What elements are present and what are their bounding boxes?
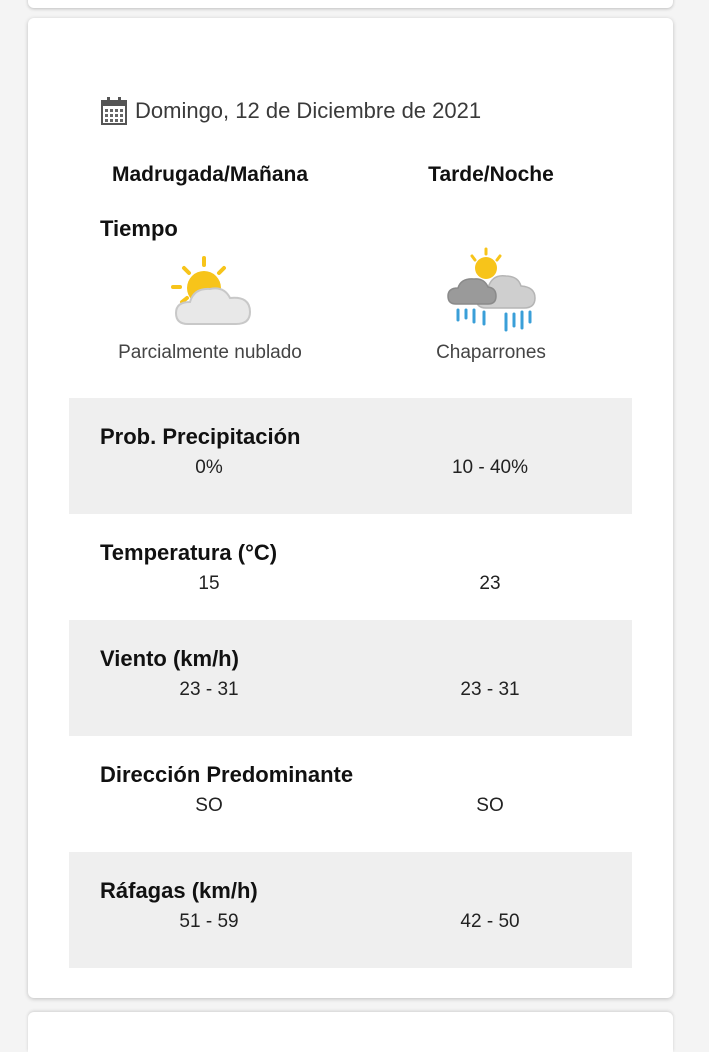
value-evening: 23 - 31 xyxy=(460,679,520,700)
partly-cloudy-icon xyxy=(166,256,256,331)
value-evening: 23 xyxy=(479,573,501,594)
row-label: Ráfagas (km/h) xyxy=(100,878,258,903)
period-morning-header: Madrugada/Mañana xyxy=(111,163,309,186)
value-morning: 15 xyxy=(198,573,220,594)
row-precipitation xyxy=(69,398,632,514)
date-line xyxy=(100,96,481,126)
weather-section-title: Tiempo xyxy=(100,216,178,241)
row-label: Dirección Predominante xyxy=(100,762,354,787)
value-morning: 0% xyxy=(195,457,223,478)
showers-icon xyxy=(446,246,538,334)
value-evening: 42 - 50 xyxy=(460,911,520,932)
row-label: Temperatura (°C) xyxy=(100,540,278,565)
calendar-icon xyxy=(100,96,128,126)
row-label: Prob. Precipitación xyxy=(100,424,301,449)
value-morning: SO xyxy=(195,795,223,816)
value-morning: 23 - 31 xyxy=(179,679,239,700)
row-label: Viento (km/h) xyxy=(100,646,239,671)
value-evening: 10 - 40% xyxy=(451,457,529,478)
value-evening: SO xyxy=(476,795,504,816)
value-morning: 51 - 59 xyxy=(179,911,239,932)
condition-morning: Parcialmente nublado xyxy=(118,342,302,363)
row-gusts xyxy=(69,852,632,968)
forecast-card xyxy=(28,18,673,998)
previous-card xyxy=(28,0,673,8)
next-card xyxy=(28,1012,673,1052)
row-wind-direction xyxy=(69,736,632,852)
row-temperature xyxy=(69,514,632,630)
condition-evening: Chaparrones xyxy=(436,342,546,363)
forecast-date: Domingo, 12 de Diciembre de 2021 xyxy=(135,98,482,123)
row-wind xyxy=(69,620,632,736)
period-evening-header: Tarde/Noche xyxy=(428,163,554,186)
